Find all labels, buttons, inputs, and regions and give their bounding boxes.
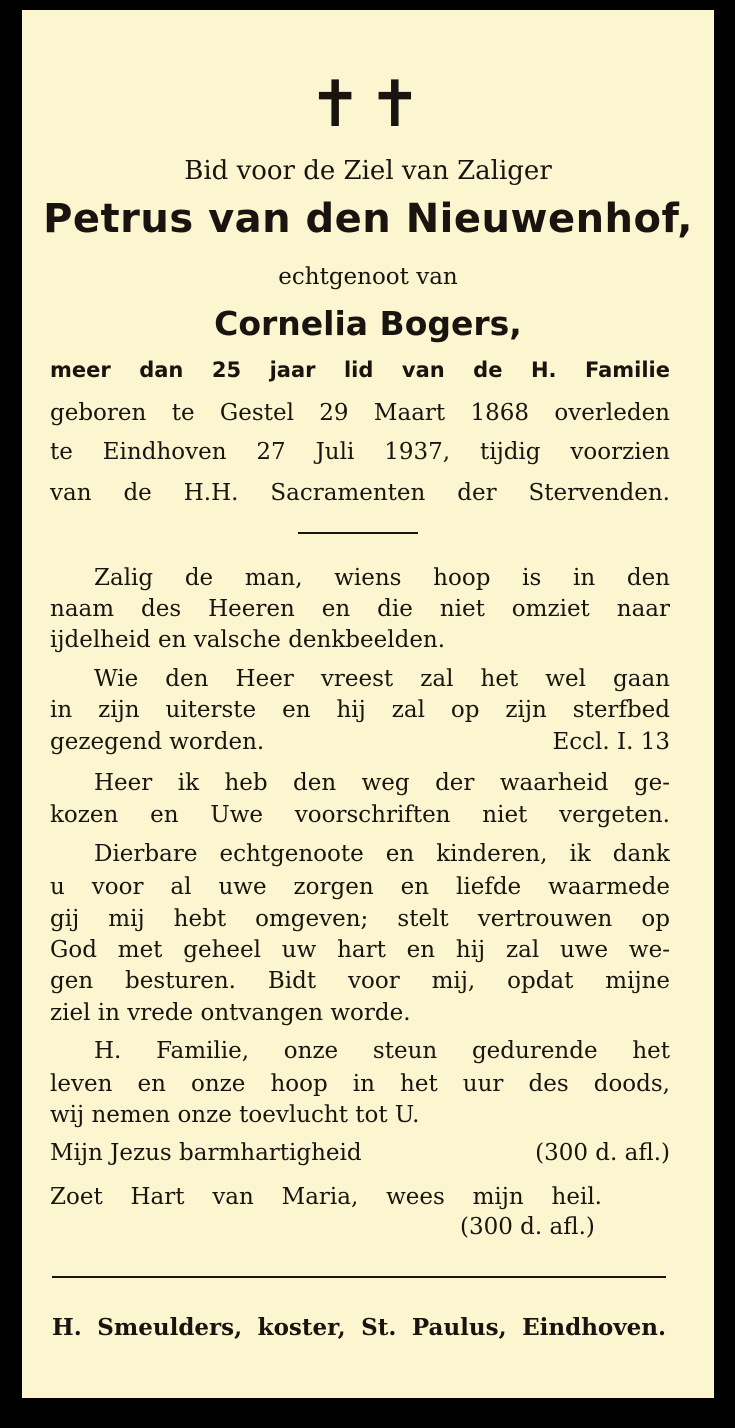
bio-line: geboren te Gestel 29 Maart 1868 overleden [50, 400, 670, 426]
verse-line: wij nemen onze toevlucht tot U. [50, 1102, 420, 1128]
verse-line: ziel in vrede ontvangen worde. [50, 1000, 411, 1026]
verse-line: leven en onze hoop in het uur des doods, [50, 1071, 670, 1097]
bio-line: van de H.H. Sacramenten der Stervenden. [50, 480, 670, 506]
verse-line: in zijn uiterste en hij zal op zijn sterfbed [50, 697, 670, 723]
verse-line: kozen en Uwe voorschriften niet vergeten. [50, 802, 670, 828]
spouse-name: Cornelia Bogers, [214, 304, 522, 343]
printer-credit: H. Smeulders, koster, St. Paulus, Eindhoven. [52, 1314, 666, 1341]
verse-line: Dierbare echtgenoote en kinderen, ik dank [94, 841, 670, 867]
verse-line: u voor al uwe zorgen en liefde waarmede [50, 874, 670, 900]
bio-line: te Eindhoven 27 Juli 1937, tijdig voorzien [50, 439, 670, 465]
verse-line: Wie den Heer vreest zal het wel gaan [94, 666, 670, 692]
verse-line: God met geheel uw hart en hij zal uwe we- [50, 937, 670, 963]
verse-line: naam des Heeren en die niet omziet naar [50, 596, 670, 622]
short-divider [298, 532, 418, 534]
verse-line: gij mij hebt omgeven; stelt vertrouwen op [50, 906, 670, 932]
verse-line [50, 729, 670, 755]
verse-line: H. Familie, onze steun gedurende het [94, 1038, 670, 1064]
intro-line: Bid voor de Ziel van Zaliger [184, 156, 552, 186]
verse-line: ijdelheid en valsche denkbeelden. [50, 627, 446, 653]
verse-text: gezegend worden. [50, 729, 265, 755]
verse-line: gen besturen. Bidt voor mij, opdat mijne [50, 968, 670, 994]
indulgence-note: (300 d. afl.) [535, 1140, 670, 1166]
double-cross-icon: ✝✝ [308, 68, 428, 142]
bio-line: meer dan 25 jaar lid van de H. Familie [50, 358, 670, 382]
long-divider [52, 1276, 666, 1278]
prayer-text: Mijn Jezus barmhartigheid [50, 1140, 362, 1166]
prayer-line [50, 1140, 670, 1166]
verse-line: Zalig de man, wiens hoop is in den [94, 565, 670, 591]
memorial-card [22, 10, 714, 1398]
prayer-line: Zoet Hart van Maria, wees mijn heil. [50, 1184, 602, 1210]
scripture-reference: Eccl. I. 13 [552, 729, 670, 755]
relation-line: echtgenoot van [278, 264, 458, 290]
indulgence-note: (300 d. afl.) [460, 1214, 595, 1240]
deceased-name: Petrus van den Nieuwenhof, [43, 196, 693, 242]
verse-line: Heer ik heb den weg der waarheid ge- [94, 770, 670, 796]
